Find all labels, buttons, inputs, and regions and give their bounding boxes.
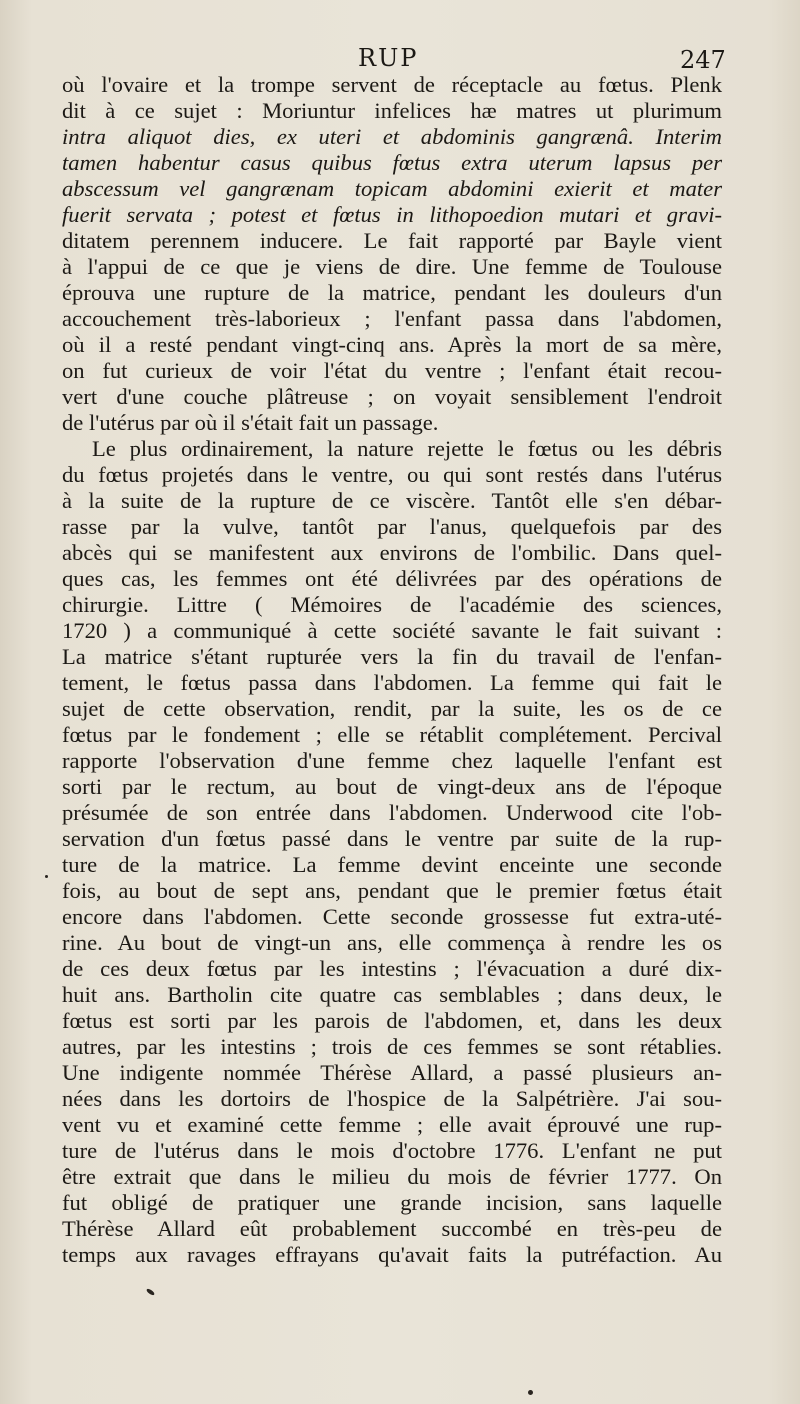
- text-line: Thérèse Allard eût probablement succombé en très-peu de: [62, 1216, 722, 1241]
- text-line: présumée de son entrée dans l'abdomen. Underwood cite l'ob-: [62, 800, 722, 825]
- text-line: où l'ovaire et la trompe servent de réceptacle au fœtus. Plenk: [62, 72, 722, 97]
- text-line: Le plus ordinairement, la nature rejette le fœtus ou les débris: [92, 436, 722, 461]
- text-line: ture de la matrice. La femme devint enceinte une seconde: [62, 852, 722, 877]
- text-line: huit ans. Bartholin cite quatre cas semblables ; dans deux, le: [62, 982, 722, 1007]
- text-line: rapporte l'observation d'une femme chez laquelle l'enfant est: [62, 748, 722, 773]
- text-line: intra aliquot dies, ex uteri et abdominis gangrænâ. Interim: [62, 124, 722, 149]
- text-line: on fut curieux de voir l'état du ventre ; l'enfant était recou-: [62, 358, 722, 383]
- text-line: du fœtus projetés dans le ventre, ou qui sont restés dans l'utérus: [62, 462, 722, 487]
- text-line: vent vu et examiné cette femme ; elle avait éprouvé une rup-: [62, 1112, 722, 1137]
- text-line: servation d'un fœtus passé dans le ventre par suite de la rup-: [62, 826, 722, 851]
- text-line: sujet de cette observation, rendit, par la suite, les os de ce: [62, 696, 722, 721]
- text-line: à la suite de la rupture de ce viscère. Tantôt elle s'en débar-: [62, 488, 722, 513]
- text-line: sorti par le rectum, au bout de vingt-deux ans de l'époque: [62, 774, 722, 799]
- text-line: ditatem perennem inducere. Le fait rapporté par Bayle vient: [62, 228, 722, 253]
- text-line: Une indigente nommée Thérèse Allard, a passé plusieurs an-: [62, 1060, 722, 1085]
- text-line: dit à ce sujet : Moriuntur infelices hæ matres ut plurimum: [62, 98, 722, 123]
- text-line: temps aux ravages effrayans qu'avait faits la putréfaction. Au: [62, 1242, 722, 1267]
- text-line: à l'appui de ce que je viens de dire. Une femme de Toulouse: [62, 254, 722, 279]
- text-line: encore dans l'abdomen. Cette seconde grossesse fut extra-uté-: [62, 904, 722, 929]
- text-line: éprouva une rupture de la matrice, pendant les douleurs d'un: [62, 280, 722, 305]
- text-line: tamen habentur casus quibus fœtus extra uterum lapsus per: [62, 150, 722, 175]
- text-line: fut obligé de pratiquer une grande incision, sans laquelle: [62, 1190, 722, 1215]
- text-line: nées dans les dortoirs de l'hospice de la Salpétrière. J'ai sou-: [62, 1086, 722, 1111]
- text-line: accouchement très-laborieux ; l'enfant passa dans l'abdomen,: [62, 306, 722, 331]
- text-line: fois, au bout de sept ans, pendant que le premier fœtus était: [62, 878, 722, 903]
- text-line: 1720 ) a communiqué à cette société savante le fait suivant :: [62, 618, 722, 643]
- text-line: fœtus par le fondement ; elle se rétablit complétement. Percival: [62, 722, 722, 747]
- page-number: 247: [680, 46, 726, 74]
- text-line: être extrait que dans le milieu du mois de février 1777. On: [62, 1164, 722, 1189]
- text-line: abscessum vel gangrænam topicam abdomini exierit et mater: [62, 176, 722, 201]
- text-line: rine. Au bout de vingt-un ans, elle commença à rendre les os: [62, 930, 722, 955]
- text-line: fuerit servata ; potest et fœtus in lithopoedion mutari et gravi-: [62, 202, 722, 227]
- text-line: de ces deux fœtus par les intestins ; l'évacuation a duré dix-: [62, 956, 722, 981]
- text-line: où il a resté pendant vingt-cinq ans. Après la mort de sa mère,: [62, 332, 722, 357]
- text-line: chirurgie. Littre ( Mémoires de l'académie des sciences,: [62, 592, 722, 617]
- body-text: [62, 72, 722, 1268]
- ink-speck: [146, 1288, 156, 1296]
- running-title: RUP: [358, 44, 419, 72]
- text-line: rasse par la vulve, tantôt par l'anus, quelquefois par des: [62, 514, 722, 539]
- text-line: ture de l'utérus dans le mois d'octobre 1776. L'enfant ne put: [62, 1138, 722, 1163]
- text-line: vert d'une couche plâtreuse ; on voyait sensiblement l'endroit: [62, 384, 722, 409]
- text-line: autres, par les intestins ; trois de ces femmes se sont rétablies.: [62, 1034, 722, 1059]
- text-line: fœtus est sorti par les parois de l'abdomen, et, dans les deux: [62, 1008, 722, 1033]
- text-line: abcès qui se manifestent aux environs de l'ombilic. Dans quel-: [62, 540, 722, 565]
- text-line: La matrice s'étant rupturée vers la fin du travail de l'enfan-: [62, 644, 722, 669]
- text-line: tement, le fœtus passa dans l'abdomen. La femme qui fait le: [62, 670, 722, 695]
- text-line: de l'utérus par où il s'était fait un passage.: [62, 410, 439, 435]
- ink-speck: [528, 1390, 533, 1395]
- ink-speck: [45, 875, 48, 878]
- text-line: ques cas, les femmes ont été délivrées par des opérations de: [62, 566, 722, 591]
